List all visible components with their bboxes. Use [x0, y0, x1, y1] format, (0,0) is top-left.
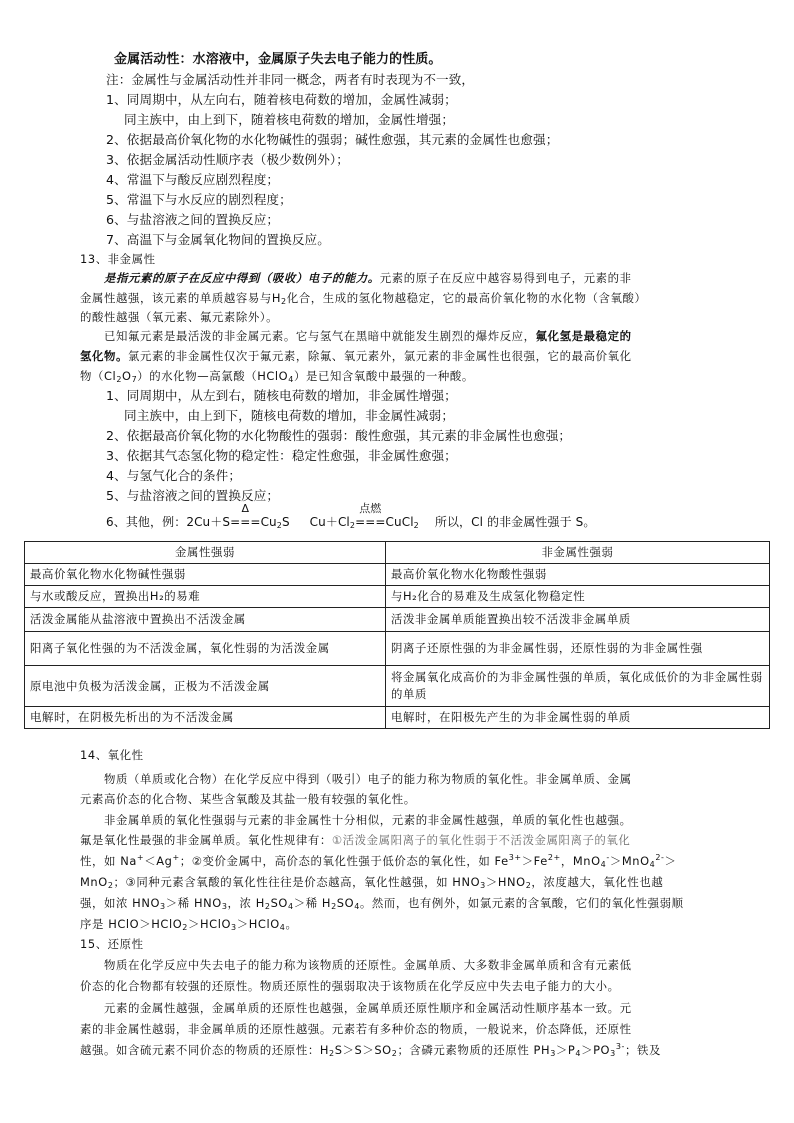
metal-list-item: 5、常温下与水反应的剧烈程度； — [106, 192, 292, 207]
reducing-paragraph-2: 元素的金属性越强，金属单质的还原性也越强，金属单质还原性顺序和金属活动性顺序基本一致。元 — [104, 1001, 632, 1015]
table-row — [25, 632, 770, 666]
oxidizing-paragraph-2-line3: 性，如 Na+＜Ag+；②变价金属中，高价态的氧化性强于低价态的氧化性，如 $Fe^{3+}>Fe^{2+}$，MnO$_4$-＞MnO$_4^{2-}$＞ — [80, 853, 677, 869]
nonmetal-list-item: 4、与氢气化合的条件； — [106, 468, 242, 483]
heat-condition-equals: Δ === — [230, 502, 261, 529]
table-cell: 与H₂化合的易难及生成氢化物稳定性 — [386, 586, 770, 608]
oxidizing-paragraph-2-line2: 氟是氧化性最强的非金属单质。氧化性规律有：①活泼金属阳离子的氧化性弱于不活泼金属阳离子的氧化 — [80, 833, 631, 847]
nonmetal-paragraph-1: 是指元素的原子在反应中得到（吸收）电子的能力。元素的原子在反应中越容易得到电子，元素的非 — [104, 271, 632, 285]
reducing-paragraph-1: 物质在化学反应中失去电子的能力称为该物质的还原性。金属单质、大多数非金属单质和含有元素低 — [104, 958, 632, 972]
nonmetal-heading: 13、非金属性 — [80, 252, 156, 266]
fluorine-paragraph: 已知氟元素是最活泼的非金属元素。它与氢气在黑暗中就能发生剧烈的爆炸反应，氟化氢是最稳定的 — [104, 329, 632, 343]
table-cell: 活泼非金属单质能置换出较不活泼非金属单质 — [386, 608, 770, 632]
reducing-paragraph-2-line3: 越强。如含硫元素不同价态的物质的还原性：$H_2S>S>SO_2$；含磷元素物质的还原性 $PH_3>P_4>PO_3^{3-}$；铁及 — [80, 1042, 661, 1058]
table-cell: 最高价氧化物水化物碱性强弱 — [25, 564, 386, 586]
oxidizing-paragraph-1-line2: 元素高价态的化合物、某些含氧酸及其盐一般有较强的氧化性。 — [80, 792, 416, 806]
reducing-paragraph-1-line2: 价态的化合物都有较强的还原性。物质还原性的强弱取决于该物质在化学反应中失去电子能力的大小。 — [80, 979, 620, 993]
oxidizing-paragraph-2-line4: MnO$_2$；③同种元素含氧酸的氧化性往往是价态越高，氧化性越强，如 $HNO_3>HNO_2$，浓度越大，氧化性也越 — [80, 875, 664, 890]
table-header-row — [25, 542, 770, 564]
table-cell: 原电池中负极为活泼金属，正极为不活泼金属 — [25, 666, 386, 707]
reducing-heading: 15、还原性 — [80, 937, 144, 951]
ignite-condition-equals: 点燃 === — [355, 502, 386, 529]
nonmetal-list-item: 5、与盐溶液之间的置换反应； — [106, 488, 280, 503]
metal-list-item: 4、常温下与酸反应剧烈程度； — [106, 172, 280, 187]
metal-activity-title: 金属活动性：水溶液中，金属原子失去电子能力的性质。 — [114, 52, 442, 67]
table-cell: 与水或酸反应，置换出H₂的易难 — [25, 586, 386, 608]
oxidizing-paragraph-2: 非金属单质的氧化性强弱与元素的非金属性十分相似，元素的非金属性越强，单质的氧化性也越强。 — [104, 813, 632, 827]
table-row — [25, 707, 770, 729]
table-header-nonmetal: 非金属性强弱 — [386, 542, 770, 564]
nonmetal-list-item: 1、同周期中，从左到右，随核电荷数的增加，非金属性增强； — [106, 388, 457, 403]
table-cell: 阳离子氧化性强的为不活泼金属，氧化性弱的为活泼金属 — [25, 632, 386, 666]
table-row — [25, 666, 770, 707]
nonmetal-definition: 是指元素的原子在反应中得到（吸收）电子的能力。 — [104, 271, 380, 285]
comparison-table — [24, 541, 770, 729]
metal-list-item: 3、依据金属活动性顺序表（极少数例外）； — [106, 152, 349, 167]
table-cell: 最高价氧化物水化物酸性强弱 — [386, 564, 770, 586]
metal-list-item: 7、高温下与金属氧化物间的置换反应。 — [106, 232, 330, 247]
table-cell: 将金属氧化成高价的为非金属性强的单质，氧化成低价的为非金属性弱的单质 — [386, 666, 770, 707]
table-cell: 电解时，在阳极先产生的为非金属性弱的单质 — [386, 707, 770, 729]
table-header-metal: 金属性强弱 — [25, 542, 386, 564]
nonmetal-list-item: 2、依据最高价氧化物的水化物酸性的强弱：酸性愈强，其元素的非金属性也愈强； — [106, 428, 572, 443]
oxidizing-paragraph-1: 物质（单质或化合物）在化学反应中得到（吸引）电子的能力称为物质的氧化性。非金属单质、金属 — [104, 772, 632, 786]
nonmetal-list-item: 同主族中，由上到下，随核电荷数的增加，非金属性减弱； — [124, 408, 455, 423]
table-row — [25, 564, 770, 586]
table-cell: 活泼金属能从盐溶液中置换出不活泼金属 — [25, 608, 386, 632]
fluorine-paragraph-line3: 物$(Cl_2O_7)$的水化物—高氯酸（HClO$_4$）是已知含氧酸中最强的一种酸。 — [80, 369, 474, 384]
nonmetal-paragraph-1-line2: 金属性越强，该元素的单质越容易与$H_2$化合，生成的氢化物越稳定，它的最高价氧化物的水化物（含氧酸） — [80, 291, 647, 306]
nonmetal-list-item: 3、依据其气态氢化物的稳定性：稳定性愈强，非金属性愈强； — [106, 448, 457, 463]
metal-list-item: 6、与盐溶液之间的置换反应； — [106, 212, 280, 227]
table-row — [25, 608, 770, 632]
oxidizing-paragraph-2-line5: 强，如浓 $HNO_3>$稀 $HNO_3$，浓 $H_2SO_4>$稀 $H_2SO_4$。然而，也有例外，如氯元素的含氧酸，它们的氧化性强弱顺 — [80, 896, 684, 911]
table-row — [25, 586, 770, 608]
metal-list-item: 1、同周期中，从左向右，随着核电荷数的增加，金属性减弱； — [106, 92, 457, 107]
oxidizing-paragraph-2-line6: 序是 HClO＞HClO$_2$＞HClO$_3$＞HClO$_4$。 — [80, 917, 298, 932]
reaction-example-line: 6、其他，例：2Cu＋S Δ $===Cu_2S$ $Cu+Cl_2$ 点燃 ===CuCl$_2$ 所以，Cl 的非金属性强于 S。 — [106, 502, 596, 530]
table-cell: 电解时，在阴极先析出的为不活泼金属 — [25, 707, 386, 729]
oxidizing-heading: 14、氧化性 — [80, 748, 144, 762]
table-cell: 阴离子还原性强的为非金属性弱，还原性弱的为非金属性强 — [386, 632, 770, 666]
metal-list-item: 2、依据最高价氧化物的水化物碱性的强弱；碱性愈强，其元素的金属性也愈强； — [106, 132, 559, 147]
fluorine-paragraph-line2: 氢化物。氯元素的非金属性仅次于氟元素，除氟、氧元素外，氯元素的非金属性也很强，它的最高价氧化 — [80, 349, 632, 363]
reducing-paragraph-2-line2: 素的非金属性越弱，非金属单质的还原性越强。元素若有多种价态的物质，一般说来，价态降低，还原性 — [80, 1022, 632, 1036]
nonmetal-paragraph-1-line3: 的酸性越强（氧元素、氟元素除外）。 — [80, 310, 279, 324]
metal-activity-note: 注：金属性与金属活动性并非同一概念，两者有时表现为不一致， — [106, 72, 475, 87]
metal-list-item: 同主族中，由上到下，随着核电荷数的增加，金属性增强； — [124, 112, 455, 127]
